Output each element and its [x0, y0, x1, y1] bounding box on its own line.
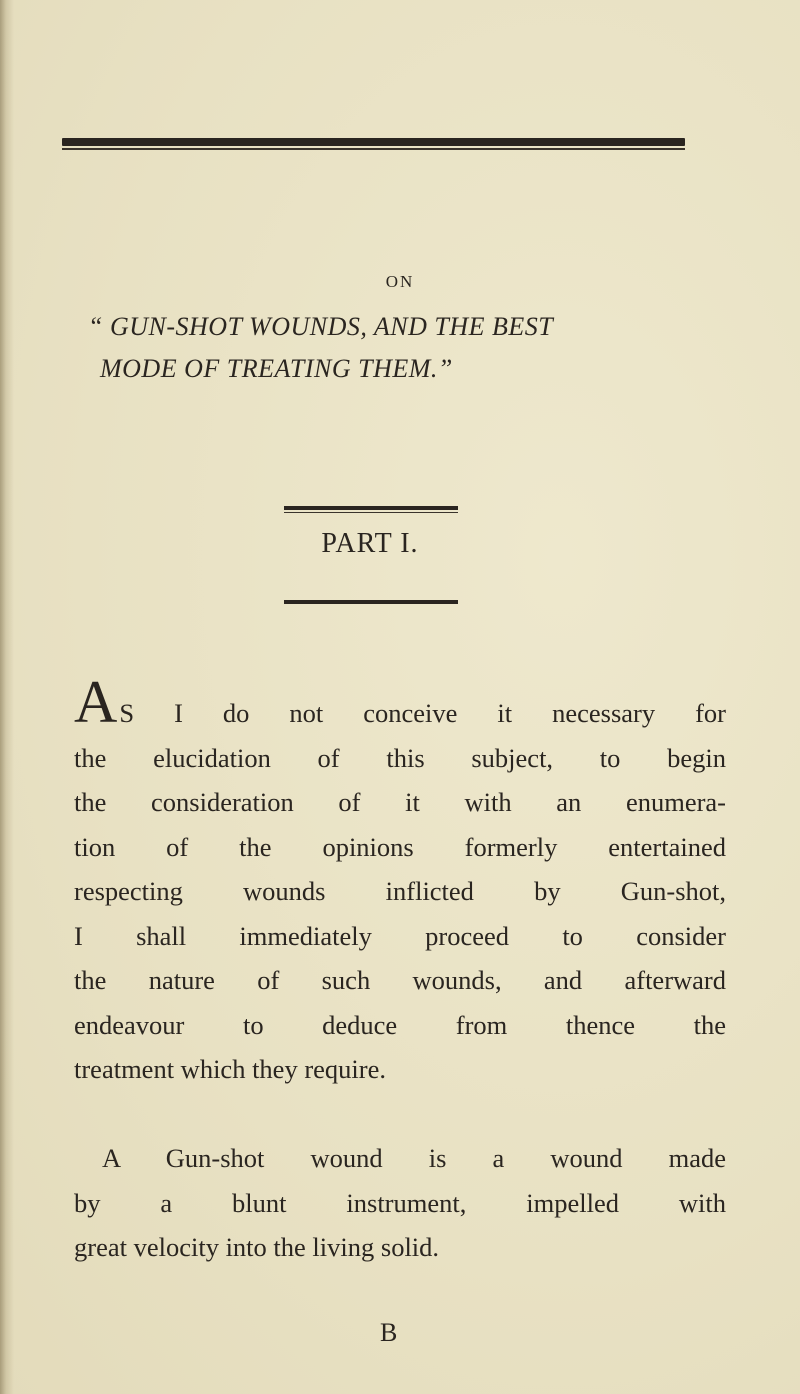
- paragraph-1-line-5: respecting wounds inflicted by Gun-shot,: [74, 876, 726, 906]
- paragraph-1-line-1: AS I do not conceive it necessary for: [74, 669, 726, 735]
- essay-title-line-2: MODE OF TREATING THEM.”: [100, 354, 453, 383]
- paragraph-1-line-3: the consideration of it with an enumera-: [74, 787, 726, 817]
- paragraph-2-line-1: A Gun-shot wound is a wound made: [102, 1143, 726, 1173]
- paragraph-1-line-6: I shall immediately proceed to consider: [74, 920, 726, 951]
- top-rule-thin: [62, 148, 685, 150]
- paragraph-1: [74, 669, 726, 1092]
- part-rule-lower: [284, 600, 458, 604]
- paragraph-1-line-9: treatment which they require.: [74, 1054, 386, 1084]
- essay-title-line-1: “ GUN-SHOT WOUNDS, AND THE BEST: [88, 312, 554, 341]
- paragraph-1-line-8: endeavour to deduce from thence the: [74, 1009, 726, 1040]
- paragraph-2: [74, 1136, 726, 1270]
- top-rule-thick: [62, 138, 685, 146]
- paragraph-2-line-3: great velocity into the living solid.: [74, 1232, 440, 1262]
- paragraph-1-line-2: the elucidation of this subject, to begin: [74, 742, 726, 773]
- part-rule-upper: [284, 506, 458, 510]
- paragraph-1-line-7: the nature of such wounds, and afterward: [74, 965, 726, 995]
- heading-on: ON: [385, 272, 415, 291]
- part-rule-upper-thin: [284, 512, 458, 513]
- essay-title: [88, 306, 708, 390]
- drop-cap: A: [74, 669, 118, 735]
- paragraph-1-line-4: tion of the opinions formerly entertained: [74, 831, 726, 862]
- signature-mark: B: [380, 1318, 398, 1347]
- paragraph-2-line-2: by a blunt instrument, impelled with: [74, 1187, 726, 1218]
- part-heading: PART I.: [321, 528, 419, 559]
